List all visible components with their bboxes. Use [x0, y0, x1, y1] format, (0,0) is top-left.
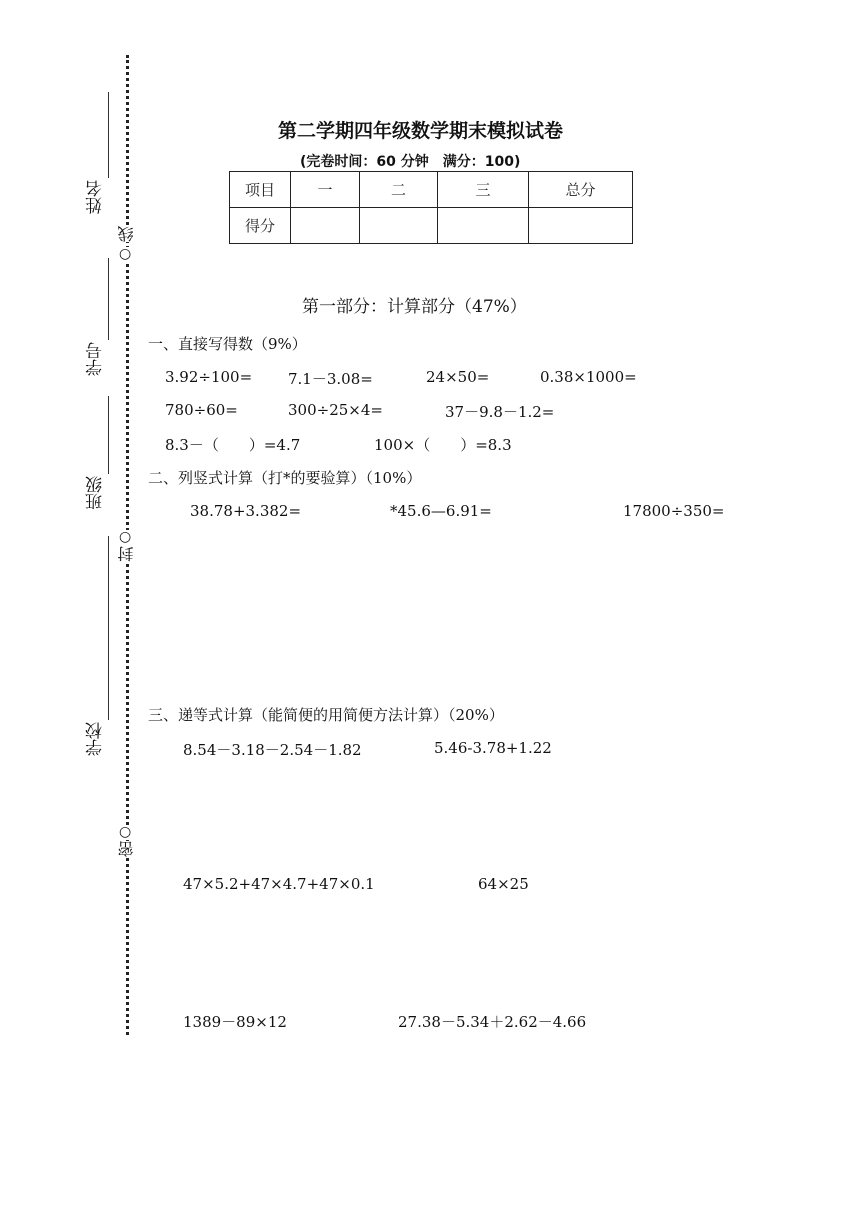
- field-label-name: 姓名: [86, 180, 106, 214]
- section1-title: 一、直接写得数（9%）: [148, 335, 307, 353]
- score-table-header-cell: 二: [360, 172, 438, 208]
- score-cell-section-2[interactable]: [360, 208, 438, 244]
- score-table-header-cell: 三: [438, 172, 529, 208]
- step-calc-item: 8.54－3.18－2.54－1.82: [183, 741, 362, 759]
- field-label-class: 班级: [86, 476, 106, 510]
- binding-dotted-line: [126, 55, 129, 1035]
- binding-mark-secret: 密: [117, 841, 136, 857]
- step-calc-item: 5.46-3.78+1.22: [434, 739, 552, 757]
- score-table-header-cell: 项目: [230, 172, 291, 208]
- binding-mark-seal: 封: [117, 546, 136, 562]
- mental-math-item: 100×（ ）=8.3: [374, 436, 512, 454]
- mental-math-item: 24×50=: [426, 368, 490, 386]
- field-label-student-id: 学号: [86, 342, 106, 376]
- class-fill-line: [108, 396, 109, 474]
- school-fill-line: [108, 536, 109, 720]
- step-calc-item: 1389－89×12: [183, 1013, 287, 1031]
- score-table-header-cell: 一: [291, 172, 360, 208]
- score-cell-section-3[interactable]: [438, 208, 529, 244]
- score-cell-total[interactable]: [529, 208, 633, 244]
- vertical-calc-item: 17800÷350=: [623, 502, 725, 520]
- mental-math-item: 780÷60=: [165, 401, 238, 419]
- score-row-label: 得分: [230, 208, 291, 244]
- exam-subtitle: (完卷时间：60 分钟 满分：100): [300, 154, 521, 170]
- student-id-fill-line: [108, 258, 109, 340]
- score-table: [229, 171, 633, 244]
- score-table-score-row: [230, 208, 633, 244]
- step-calc-item: 47×5.2+47×4.7+47×0.1: [183, 875, 375, 893]
- circle-mark-2: ○: [119, 529, 132, 545]
- vertical-calc-item: *45.6—6.91=: [390, 502, 492, 520]
- mental-math-item: 7.1－3.08=: [288, 370, 373, 388]
- circle-mark-3: ○: [119, 824, 132, 840]
- exam-title: 第二学期四年级数学期末模拟试卷: [278, 120, 564, 142]
- name-fill-line: [108, 92, 109, 178]
- mental-math-item: 300÷25×4=: [288, 401, 383, 419]
- part1-title: 第一部分：计算部分（47%）: [302, 297, 527, 317]
- section2-title: 二、列竖式计算（打*的要验算）（10%）: [148, 469, 422, 487]
- score-table-header-row: [230, 172, 633, 208]
- score-cell-section-1[interactable]: [291, 208, 360, 244]
- field-label-school: 学校: [86, 722, 106, 756]
- step-calc-item: 27.38－5.34＋2.62－4.66: [398, 1013, 587, 1031]
- mental-math-item: 3.92÷100=: [165, 368, 253, 386]
- vertical-calc-item: 38.78+3.382=: [190, 502, 302, 520]
- section3-title: 三、递等式计算（能简便的用简便方法计算）（20%）: [148, 706, 504, 724]
- circle-mark-1: ○: [119, 246, 132, 262]
- mental-math-item: 8.3－（ ）=4.7: [165, 436, 301, 454]
- mental-math-item: 37－9.8－1.2=: [445, 403, 555, 421]
- mental-math-item: 0.38×1000=: [540, 368, 637, 386]
- step-calc-item: 64×25: [478, 875, 529, 893]
- score-table-header-cell: 总分: [529, 172, 633, 208]
- binding-mark-line: 线: [117, 226, 136, 242]
